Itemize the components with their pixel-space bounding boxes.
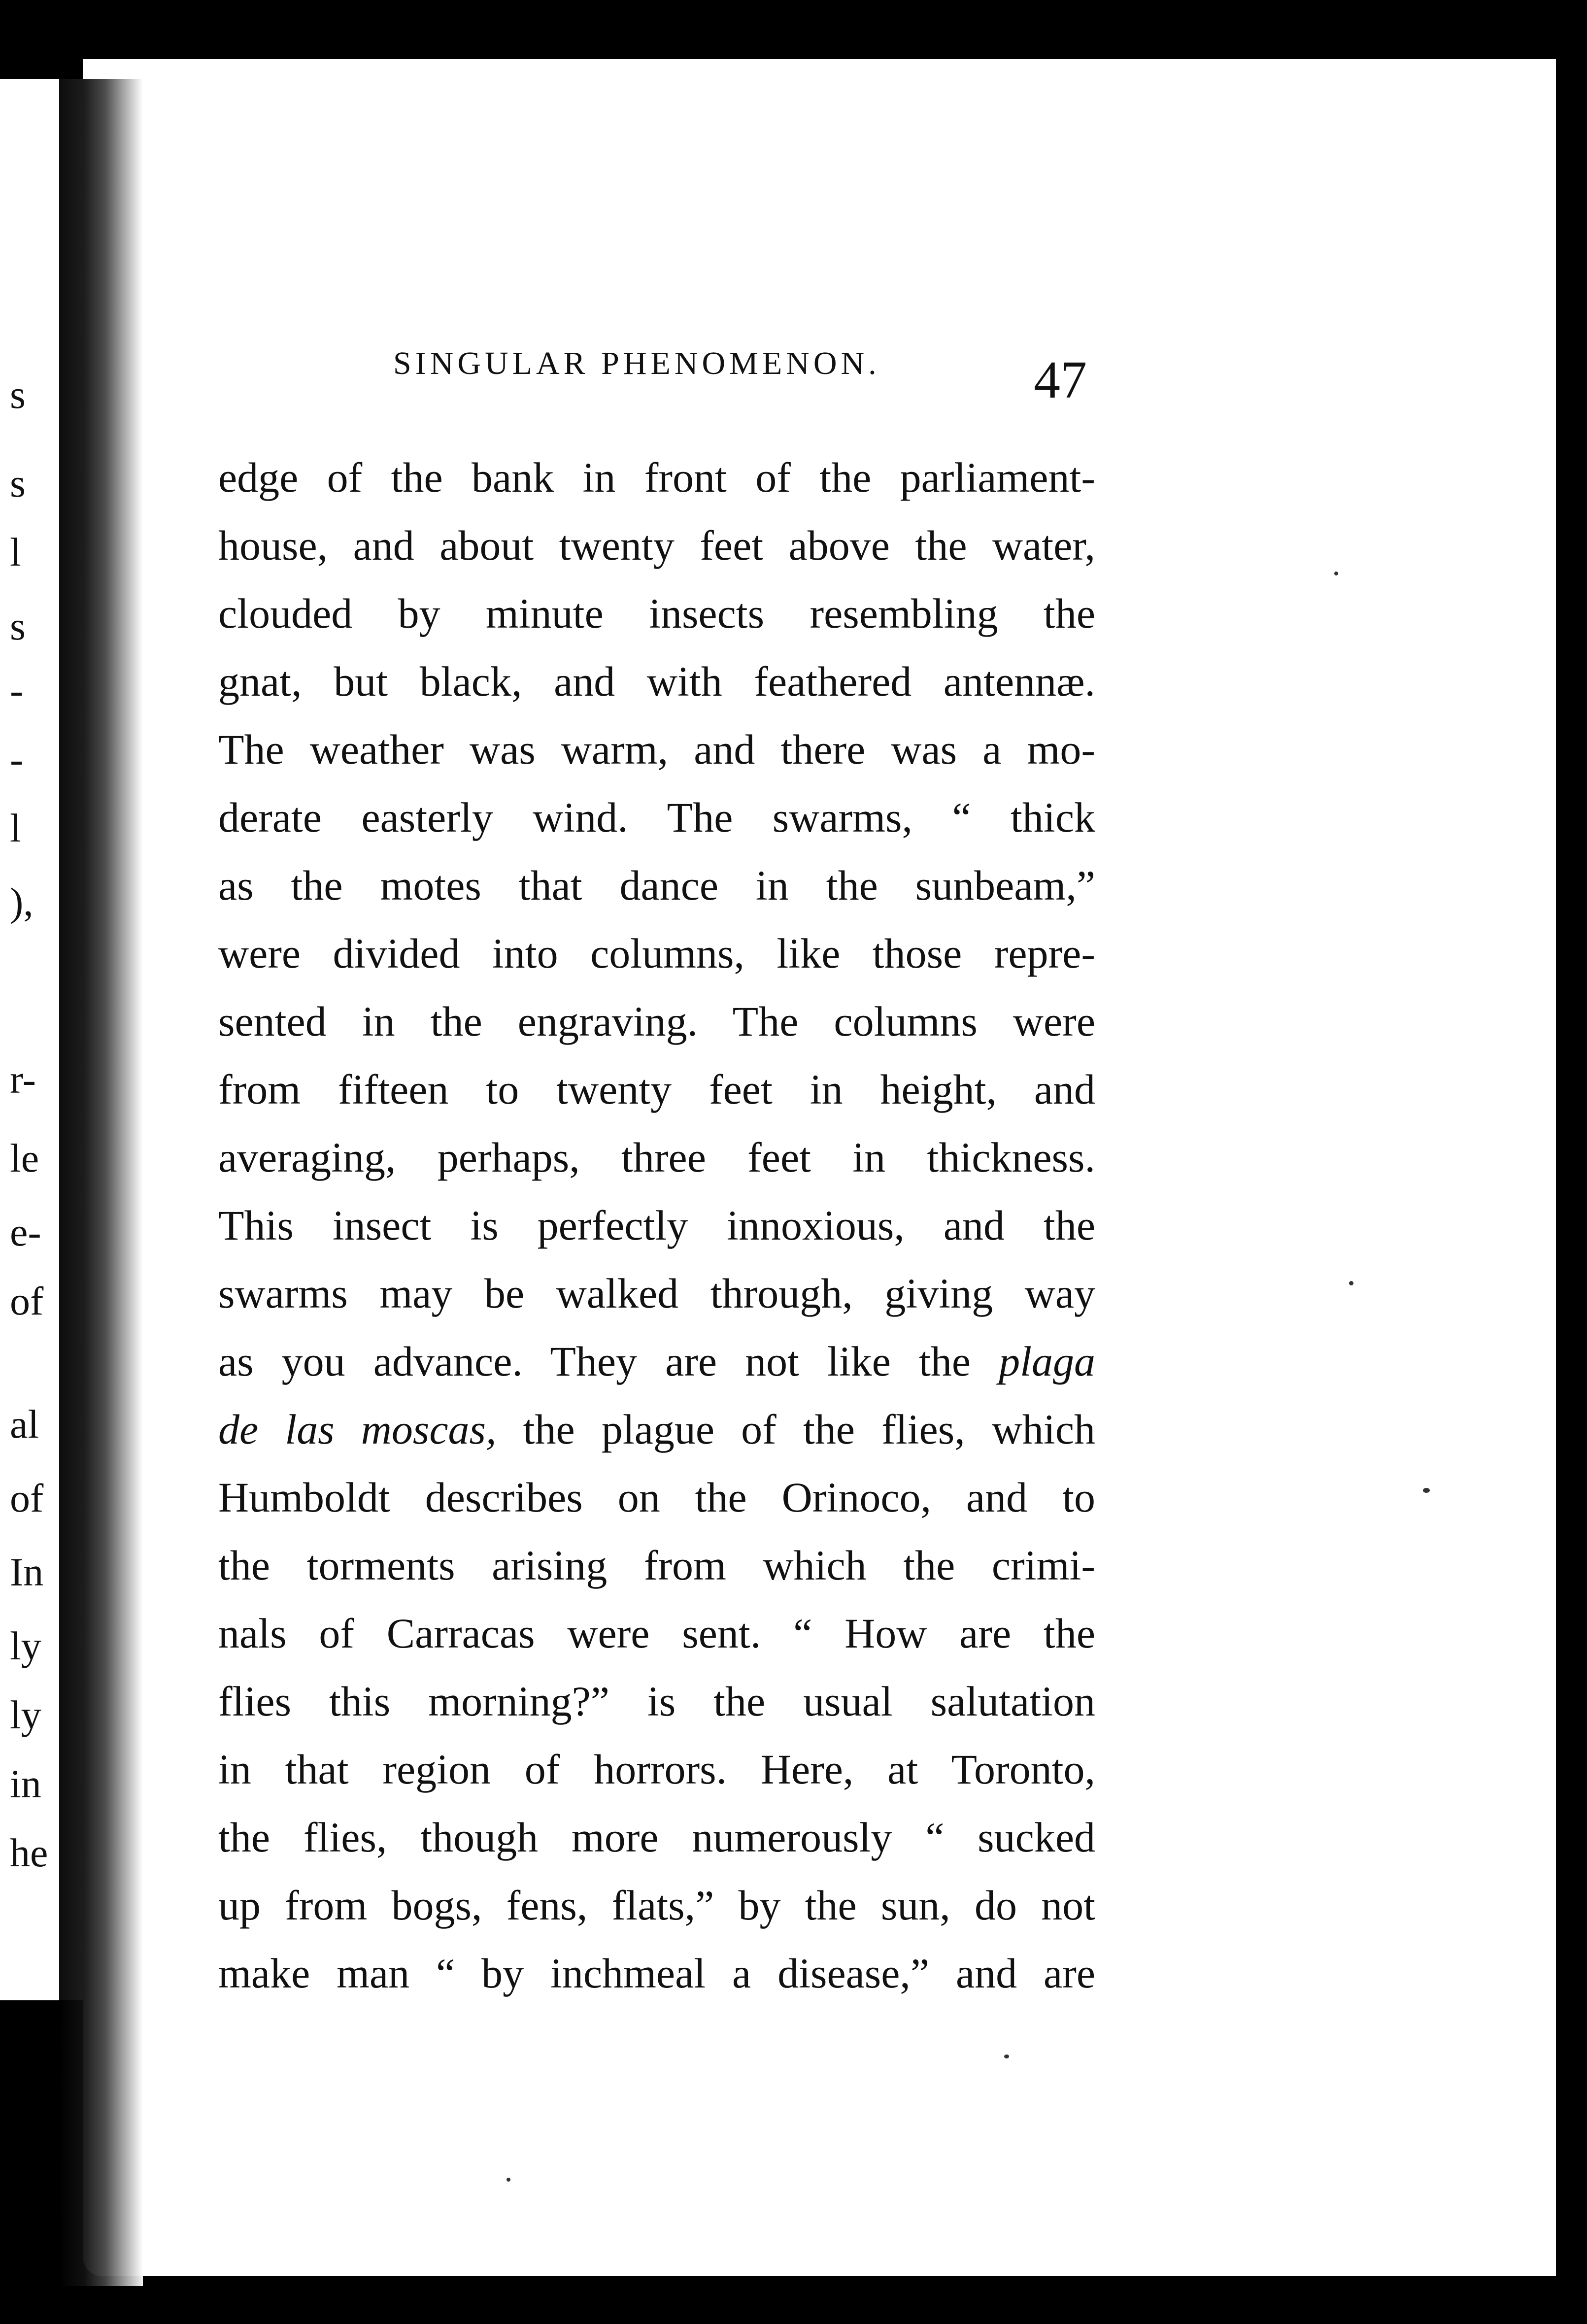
text-run: up from bogs, fens, flats,” by the sun, do not: [218, 1882, 1095, 1929]
text-line: [218, 1395, 1095, 1463]
facing-page-fragment: -: [10, 737, 24, 781]
text-run: were divided into columns, like those repre-: [218, 930, 1095, 977]
text-line: [218, 443, 1095, 511]
text-run: nals of Carracas were sent. “ How are the: [218, 1610, 1095, 1657]
text-line: [218, 1599, 1095, 1667]
text-line: [218, 1055, 1095, 1123]
text-run: the plague of the flies, which: [496, 1406, 1095, 1453]
text-run: derate easterly wind. The swarms, “ thick: [218, 794, 1095, 841]
text-line: [218, 1531, 1095, 1599]
facing-page-fragment: l: [10, 806, 21, 850]
text-line: [218, 1259, 1095, 1327]
text-line: [218, 647, 1095, 715]
facing-page-fragment: in: [10, 1761, 41, 1806]
italic-phrase: de las moscas,: [218, 1406, 497, 1453]
text-line: [218, 1327, 1095, 1395]
scan-speck: [506, 2178, 510, 2182]
text-run: averaging, perhaps, three feet in thickness.: [218, 1134, 1095, 1181]
text-line: [218, 715, 1095, 783]
page-number: 47: [1034, 351, 1087, 409]
binding-shadow: [59, 79, 143, 2286]
text-run: in that region of horrors. Here, at Toronto,: [218, 1746, 1095, 1793]
text-run: sented in the engraving. The columns were: [218, 998, 1095, 1045]
text-run: This insect is perfectly innoxious, and the: [218, 1202, 1095, 1249]
facing-page-fragment: l: [10, 530, 21, 574]
text-run: clouded by minute insects resembling the: [218, 590, 1095, 637]
facing-page-fragment: s: [10, 372, 26, 417]
text-run: the torments arising from which the crimi-: [218, 1542, 1095, 1589]
facing-page-fragment: In: [10, 1549, 44, 1594]
text-line: [218, 1939, 1095, 2007]
text-line: [218, 579, 1095, 647]
text-run: house, and about twenty feet above the water,: [218, 522, 1095, 569]
scan-speck: [1423, 1488, 1430, 1493]
facing-page-fragment: e-: [10, 1210, 41, 1254]
facing-page-fragment: s: [10, 461, 26, 505]
text-run: Humboldt describes on the Orinoco, and to: [218, 1474, 1095, 1521]
facing-page-fragment: of: [10, 1476, 44, 1520]
running-header: [393, 345, 1098, 382]
facing-page-fragment: r-: [10, 1057, 36, 1102]
text-line: [218, 919, 1095, 987]
facing-page-fragment: he: [10, 1830, 48, 1875]
text-line: [218, 1735, 1095, 1803]
text-line: [218, 1123, 1095, 1191]
running-title: SINGULAR PHENOMENON.: [393, 345, 880, 381]
text-line: [218, 851, 1095, 919]
text-run: as the motes that dance in the sunbeam,”: [218, 862, 1095, 909]
text-run: make man “ by inchmeal a disease,” and are: [218, 1950, 1095, 1997]
text-line: [218, 1191, 1095, 1259]
facing-page-fragment: al: [10, 1402, 39, 1447]
text-run: from fifteen to twenty feet in height, and: [218, 1066, 1095, 1113]
facing-page-fragment: ),: [10, 879, 34, 924]
text-line: [218, 1803, 1095, 1871]
facing-page-fragment: ly: [10, 1623, 41, 1668]
facing-page-fragment: le: [10, 1136, 39, 1180]
text-run: The weather was warm, and there was a mo-: [218, 726, 1095, 773]
facing-page-fragment: s: [10, 604, 26, 648]
text-run: flies this morning?” is the usual salutation: [218, 1678, 1095, 1725]
scan-speck: [1334, 572, 1338, 575]
scan-speck: [1349, 1281, 1353, 1285]
text-run: the flies, though more numerously “ sucked: [218, 1814, 1095, 1861]
scan-speck: [1004, 2055, 1009, 2058]
body-text: [218, 443, 1095, 2007]
text-run: edge of the bank in front of the parliament-: [218, 454, 1095, 501]
text-line: [218, 987, 1095, 1055]
text-run: gnat, but black, and with feathered antennæ.: [218, 658, 1095, 705]
facing-page-fragment: ly: [10, 1692, 41, 1737]
text-line: [218, 783, 1095, 851]
facing-page-fragment: of: [10, 1279, 44, 1323]
italic-phrase: plaga: [999, 1338, 1095, 1385]
text-line: [218, 511, 1095, 579]
text-run: as you advance. They are not like the: [218, 1338, 999, 1385]
text-line: [218, 1871, 1095, 1939]
book-page: [83, 59, 1556, 2276]
text-line: [218, 1463, 1095, 1531]
text-run: swarms may be walked through, giving way: [218, 1270, 1095, 1317]
text-line: [218, 1667, 1095, 1735]
facing-page-fragment: -: [10, 668, 24, 712]
